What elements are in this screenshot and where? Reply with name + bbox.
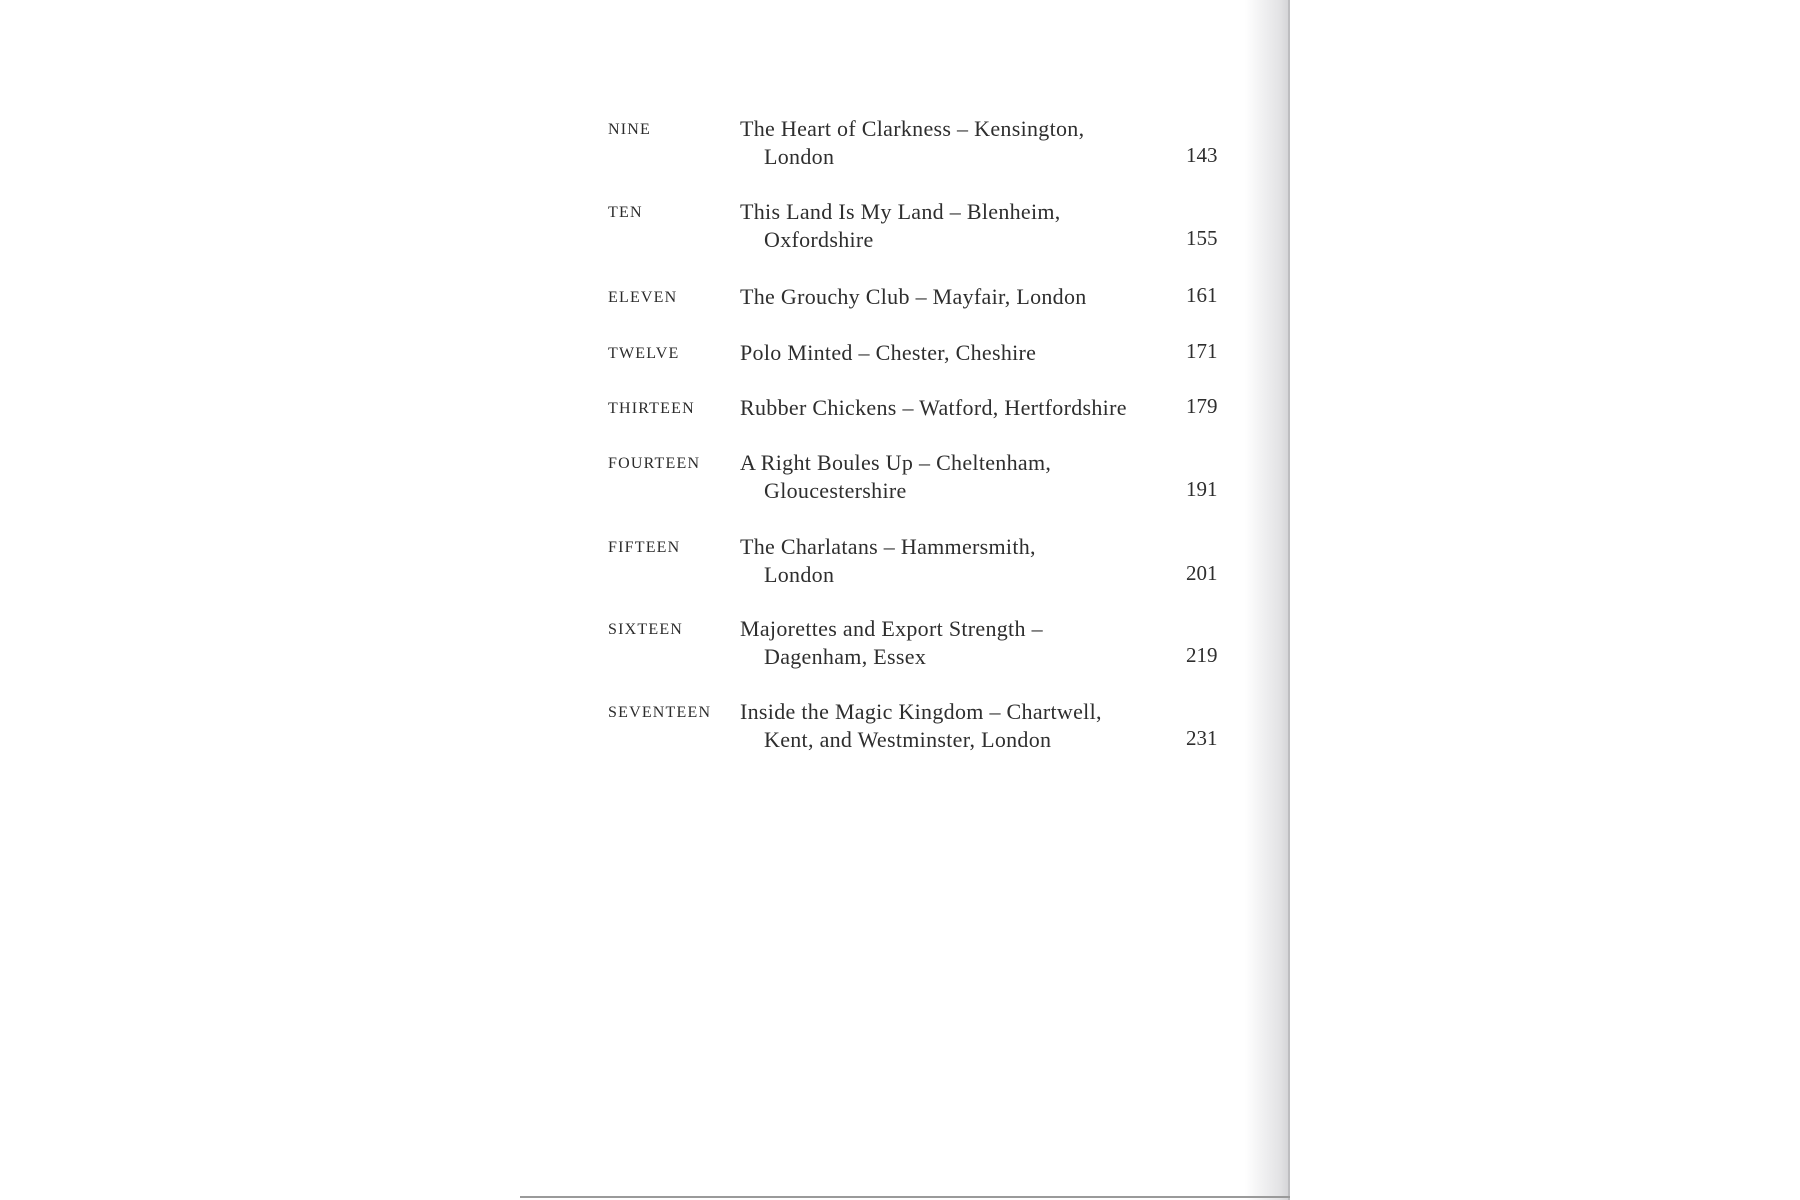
toc-entry-seventeen [608, 698, 1228, 758]
chapter-label: NINE [608, 121, 652, 138]
chapter-label: FIFTEEN [608, 539, 681, 556]
chapter-title-line1: A Right Boules Up – Cheltenham, [740, 450, 1052, 475]
chapter-title-line2: Gloucestershire [764, 478, 907, 503]
chapter-title [740, 533, 1160, 589]
chapter-title-line1: Majorettes and Export Strength – [740, 616, 1043, 641]
toc-entry-eleven [608, 283, 1228, 343]
chapter-title [740, 198, 1160, 254]
chapter-page-number: 155 [1186, 226, 1218, 250]
toc-entry-twelve [608, 339, 1228, 399]
chapter-page-number: 143 [1186, 143, 1218, 167]
chapter-title-line1: The Charlatans – Hammersmith, [740, 534, 1036, 559]
chapter-page-number: 161 [1186, 283, 1218, 307]
toc-entry-fourteen [608, 449, 1228, 509]
toc-entry-fifteen [608, 533, 1228, 593]
chapter-label: SEVENTEEN [608, 704, 712, 721]
chapter-page-number: 191 [1186, 477, 1218, 501]
chapter-label: TEN [608, 204, 643, 221]
chapter-page-number: 179 [1186, 394, 1218, 418]
chapter-label: ELEVEN [608, 289, 678, 306]
chapter-title [740, 115, 1160, 171]
chapter-title-line2: Dagenham, Essex [764, 644, 927, 669]
chapter-title-line2: Oxfordshire [764, 227, 874, 252]
chapter-title [740, 698, 1160, 754]
chapter-title [740, 449, 1160, 505]
chapter-title-line2: Kent, and Westminster, London [764, 727, 1052, 752]
toc-entry-ten [608, 198, 1228, 258]
chapter-title [740, 283, 1160, 311]
chapter-title-line1: Polo Minted – Chester, Cheshire [740, 340, 1037, 365]
chapter-page-number: 171 [1186, 339, 1218, 363]
chapter-title [740, 339, 1160, 367]
chapter-page-number: 201 [1186, 561, 1218, 585]
toc-entry-sixteen [608, 615, 1228, 675]
toc-entry-thirteen [608, 394, 1228, 454]
chapter-title-line1: This Land Is My Land – Blenheim, [740, 199, 1061, 224]
chapter-label: FOURTEEN [608, 455, 701, 472]
chapter-title [740, 394, 1160, 422]
chapter-title-line1: The Heart of Clarkness – Kensington, [740, 116, 1085, 141]
chapter-title-line1: The Grouchy Club – Mayfair, London [740, 284, 1087, 309]
chapter-label: TWELVE [608, 345, 680, 362]
chapter-page-number: 219 [1186, 643, 1218, 667]
chapter-page-number: 231 [1186, 726, 1218, 750]
chapter-title-line1: Rubber Chickens – Watford, Hertfordshire [740, 395, 1127, 420]
toc-entry-nine [608, 115, 1228, 175]
chapter-title-line2: London [764, 562, 835, 587]
chapter-label: SIXTEEN [608, 621, 684, 638]
chapter-title-line2: London [764, 144, 835, 169]
chapter-title-line1: Inside the Magic Kingdom – Chartwell, [740, 699, 1102, 724]
chapter-label: THIRTEEN [608, 400, 695, 417]
chapter-title [740, 615, 1160, 671]
